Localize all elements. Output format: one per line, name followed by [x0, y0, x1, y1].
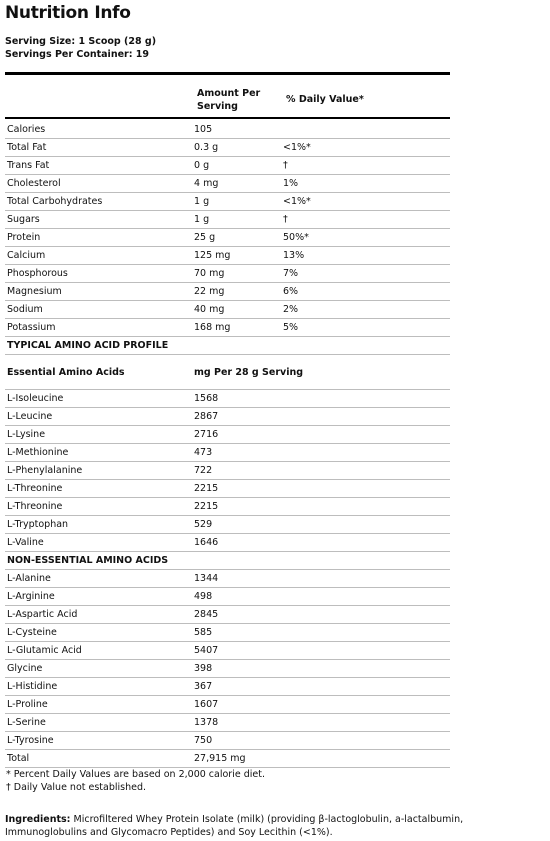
- nutrient-name: L-Threonine: [5, 480, 192, 498]
- table-row: [5, 390, 450, 408]
- table-row: [5, 157, 450, 175]
- table-row: [5, 534, 450, 552]
- daily-value: †: [281, 157, 450, 175]
- table-row: [5, 175, 450, 193]
- nutrient-name: L-Phenylalanine: [5, 462, 192, 480]
- nutrient-amount: 2215: [192, 498, 281, 516]
- daily-value-header: % Daily Value*: [286, 94, 364, 105]
- table-row: [5, 516, 450, 534]
- table-row: [5, 606, 450, 624]
- daily-value: [281, 696, 450, 714]
- footnote-daily-values: * Percent Daily Values are based on 2,000 calorie diet.: [6, 769, 265, 780]
- daily-value: [281, 534, 450, 552]
- table-row: [5, 498, 450, 516]
- nutrient-name: L-Isoleucine: [5, 390, 192, 408]
- nutrient-name: Total Fat: [5, 139, 192, 157]
- essential-amount-heading: mg Per 28 g Serving: [192, 355, 450, 390]
- nutrient-amount: 25 g: [192, 229, 281, 247]
- nutrient-name: L-Glutamic Acid: [5, 642, 192, 660]
- daily-value: [281, 498, 450, 516]
- non-essential-heading: NON-ESSENTIAL AMINO ACIDS: [5, 552, 450, 570]
- daily-value: 7%: [281, 265, 450, 283]
- nutrient-amount: 367: [192, 678, 281, 696]
- table-row: [5, 444, 450, 462]
- table-row: [5, 588, 450, 606]
- nutrient-amount: 585: [192, 624, 281, 642]
- nutrient-name: L-Tryptophan: [5, 516, 192, 534]
- nutrient-amount: 2716: [192, 426, 281, 444]
- daily-value: [281, 606, 450, 624]
- table-row: [5, 714, 450, 732]
- nutrient-name: L-Lysine: [5, 426, 192, 444]
- nutrition-table: [5, 121, 450, 768]
- ingredients-text: Microfiltered Whey Protein Isolate (milk) (providing β-lactoglobulin, a-lactalbumin, Immunoglobulins and Glycomacro Peptides) and Soy Lecithin (<1%).: [5, 814, 464, 838]
- daily-value: [281, 570, 450, 588]
- nutrient-name: L-Proline: [5, 696, 192, 714]
- nutrient-name: Magnesium: [5, 283, 192, 301]
- table-row: [5, 462, 450, 480]
- nutrient-name: Protein: [5, 229, 192, 247]
- nutrient-amount: 1378: [192, 714, 281, 732]
- table-row: [5, 750, 450, 768]
- daily-value: [281, 750, 450, 768]
- daily-value: [281, 678, 450, 696]
- nutrient-name: Calories: [5, 121, 192, 139]
- table-row: [5, 696, 450, 714]
- header-divider: [5, 117, 450, 119]
- essential-heading: Essential Amino Acids: [5, 355, 192, 390]
- nutrient-name: L-Valine: [5, 534, 192, 552]
- table-row: [5, 660, 450, 678]
- nutrient-amount: 1646: [192, 534, 281, 552]
- nutrient-amount: 473: [192, 444, 281, 462]
- nutrient-name: L-Aspartic Acid: [5, 606, 192, 624]
- nutrient-amount: 1 g: [192, 211, 281, 229]
- nutrient-name: L-Tyrosine: [5, 732, 192, 750]
- nutrient-name: Glycine: [5, 660, 192, 678]
- nutrient-amount: 2215: [192, 480, 281, 498]
- daily-value: [281, 121, 450, 139]
- nutrient-amount: 398: [192, 660, 281, 678]
- nutrient-amount: 1344: [192, 570, 281, 588]
- nutrient-name: Potassium: [5, 319, 192, 337]
- table-row: [5, 121, 450, 139]
- nutrient-name: L-Cysteine: [5, 624, 192, 642]
- daily-value: [281, 714, 450, 732]
- table-row: [5, 678, 450, 696]
- top-divider: [5, 72, 450, 75]
- daily-value: 1%: [281, 175, 450, 193]
- daily-value: [281, 732, 450, 750]
- daily-value: [281, 462, 450, 480]
- daily-value: [281, 480, 450, 498]
- daily-value: 5%: [281, 319, 450, 337]
- table-row: [5, 732, 450, 750]
- nutrient-name: L-Alanine: [5, 570, 192, 588]
- nutrient-amount: 70 mg: [192, 265, 281, 283]
- daily-value: †: [281, 211, 450, 229]
- ingredients: [5, 813, 545, 839]
- amount-per-serving-header: Amount Per Serving: [197, 88, 261, 112]
- nutrient-name: L-Arginine: [5, 588, 192, 606]
- daily-value: 2%: [281, 301, 450, 319]
- table-row: [5, 283, 450, 301]
- ingredients-label: Ingredients:: [5, 814, 71, 825]
- nutrient-amount: 2867: [192, 408, 281, 426]
- nutrient-amount: 105: [192, 121, 281, 139]
- daily-value: [281, 642, 450, 660]
- daily-value: [281, 390, 450, 408]
- nutrient-name: L-Threonine: [5, 498, 192, 516]
- nutrient-name: Sugars: [5, 211, 192, 229]
- footnote-not-established: † Daily Value not established.: [6, 782, 147, 793]
- table-row: [5, 426, 450, 444]
- nutrient-amount: 722: [192, 462, 281, 480]
- daily-value: 6%: [281, 283, 450, 301]
- daily-value: [281, 444, 450, 462]
- nutrient-amount: 4 mg: [192, 175, 281, 193]
- nutrient-name: Calcium: [5, 247, 192, 265]
- table-row: [5, 408, 450, 426]
- essential-heading-row: [5, 355, 450, 390]
- daily-value: [281, 624, 450, 642]
- nutrient-amount: 750: [192, 732, 281, 750]
- nutrient-name: L-Serine: [5, 714, 192, 732]
- nutrient-amount: 0.3 g: [192, 139, 281, 157]
- nutrient-name: Sodium: [5, 301, 192, 319]
- nutrient-amount: 2845: [192, 606, 281, 624]
- daily-value: [281, 588, 450, 606]
- table-row: [5, 642, 450, 660]
- nutrient-amount: 498: [192, 588, 281, 606]
- amino-profile-heading: TYPICAL AMINO ACID PROFILE: [5, 337, 450, 355]
- daily-value: <1%*: [281, 193, 450, 211]
- daily-value: 13%: [281, 247, 450, 265]
- nutrient-amount: 27,915 mg: [192, 750, 281, 768]
- nutrient-name: Total Carbohydrates: [5, 193, 192, 211]
- non-essential-heading-row: [5, 552, 450, 570]
- nutrient-amount: 40 mg: [192, 301, 281, 319]
- amino-profile-heading-row: [5, 337, 450, 355]
- table-row: [5, 480, 450, 498]
- table-row: [5, 265, 450, 283]
- table-row: [5, 301, 450, 319]
- nutrient-amount: 168 mg: [192, 319, 281, 337]
- table-row: [5, 211, 450, 229]
- nutrient-name: Cholesterol: [5, 175, 192, 193]
- daily-value: [281, 516, 450, 534]
- serving-size: Serving Size: 1 Scoop (28 g): [5, 36, 157, 47]
- table-row: [5, 139, 450, 157]
- table-row: [5, 193, 450, 211]
- nutrient-amount: 22 mg: [192, 283, 281, 301]
- nutrient-amount: 1568: [192, 390, 281, 408]
- nutrient-amount: 0 g: [192, 157, 281, 175]
- table-row: [5, 247, 450, 265]
- servings-per-container: Servings Per Container: 19: [5, 49, 150, 60]
- page-title: Nutrition Info: [5, 3, 131, 23]
- nutrient-name: Total: [5, 750, 192, 768]
- daily-value: <1%*: [281, 139, 450, 157]
- nutrient-amount: 5407: [192, 642, 281, 660]
- nutrient-amount: 529: [192, 516, 281, 534]
- daily-value: 50%*: [281, 229, 450, 247]
- nutrient-amount: 1607: [192, 696, 281, 714]
- table-row: [5, 319, 450, 337]
- table-row: [5, 229, 450, 247]
- table-row: [5, 624, 450, 642]
- daily-value: [281, 660, 450, 678]
- nutrient-amount: 1 g: [192, 193, 281, 211]
- nutrient-name: L-Histidine: [5, 678, 192, 696]
- daily-value: [281, 408, 450, 426]
- daily-value: [281, 426, 450, 444]
- table-row: [5, 570, 450, 588]
- nutrient-name: Phosphorous: [5, 265, 192, 283]
- nutrient-amount: 125 mg: [192, 247, 281, 265]
- nutrient-name: L-Leucine: [5, 408, 192, 426]
- nutrient-name: L-Methionine: [5, 444, 192, 462]
- nutrient-name: Trans Fat: [5, 157, 192, 175]
